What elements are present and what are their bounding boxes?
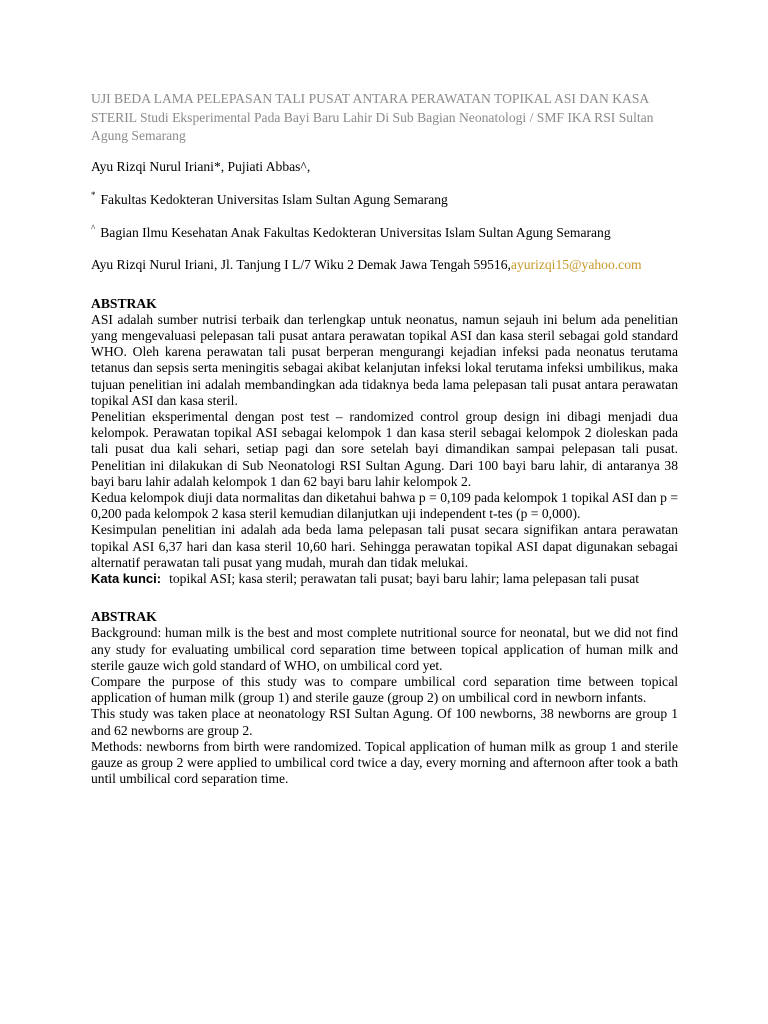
affiliation-text: Bagian Ilmu Kesehatan Anak Fakultas Kedokteran Universitas Islam Sultan Agung Semarang <box>100 224 611 240</box>
abstract-heading: ABSTRAK <box>91 609 157 625</box>
title-main: UJI BEDA LAMA PELEPASAN TALI PUSAT ANTARA PERAWATAN TOPIKAL ASI DAN KASA STERIL <box>91 91 649 125</box>
affiliation-1 <box>91 186 678 209</box>
keywords-text: topikal ASI; kasa steril; perawatan tali pusat; bayi baru lahir; lama pelepasan tali pusat <box>169 570 640 586</box>
abstract-paragraph: Compare the purpose of this study was to compare umbilical cord separation time between topical application of human milk (group 1) and sterile gauze (group 2) on umbilical cord in newborn infants. <box>91 673 678 706</box>
abstract-paragraph: This study was taken place at neonatology RSI Sultan Agung. Of 100 newborns, 38 newborns are group 1 and 62 newborns are group 2. <box>91 706 678 738</box>
address-text: Ayu Rizqi Nurul Iriani, Jl. Tanjung I L/7 Wiku 2 Demak Jawa Tengah 59516, <box>91 256 511 272</box>
affiliation-mark: ^ <box>91 222 96 233</box>
email-link[interactable]: ayurizqi15@yahoo.com <box>510 256 642 272</box>
abstract-heading: ABSTRAK <box>91 295 157 311</box>
author-list: Ayu Rizqi Nurul Iriani*, Pujiati Abbas^, <box>91 158 311 174</box>
affiliation-text: Fakultas Kedokteran Universitas Islam Sultan Agung Semarang <box>100 191 448 207</box>
abstract-paragraph: Background: human milk is the best and most complete nutritional source for neonatal, but we did not find any study for evaluating umbilical cord separation time between topical application of human milk and sterile gauze wich gold standard of WHO, on umbilical cord yet. <box>91 625 678 673</box>
keywords-line <box>91 571 678 587</box>
paper-title <box>91 90 678 146</box>
affiliation-mark: * <box>91 189 96 200</box>
abstract-paragraph: Kedua kelompok diuji data normalitas dan diketahui bahwa p = 0,109 pada kelompok 1 topikal ASI dan p = 0,200 pada kelompok 2 kasa steril kemudian dilanjutkan uji independent t-tes (p = 0,000). <box>91 489 678 522</box>
title-subtitle: Studi Eksperimental Pada Bayi Baru Lahir Di Sub Bagian Neonatologi / SMF IKA RSI Sultan Agung Semarang <box>91 109 654 143</box>
abstract-paragraph: Kesimpulan penelitian ini adalah ada beda lama pelepasan tali pusat secara signifikan antara perawatan topikal ASI 6,37 hari dan kasa steril 10,60 hari. Sehingga perawatan topikal ASI dapat digunakan sebagai alternatif perawatan tali pusat yang mudah, murah dan tidak melukai. <box>91 522 678 570</box>
correspondence-address <box>91 250 678 279</box>
abstract-paragraph: Methods: newborns from birth were randomized. Topical application of human milk as group 1 and sterile gauze as group 2 were applied to umbilical cord twice a day, every morning and afternoon after took a bath until umbilical cord separation time. <box>91 738 678 787</box>
abstract-english <box>91 609 678 787</box>
abstract-indonesian <box>91 296 678 588</box>
abstract-paragraph: ASI adalah sumber nutrisi terbaik dan terlengkap untuk neonatus, namun sejauh ini belum ada penelitian yang mengevaluasi pelepasan tali pusat antara perawatan topikal ASI dan kasa steril sebagai gold standard WHO. Oleh karena perawatan tali pusat berperan mengurangi kejadian infeksi pada neonatus terutama tetanus dan sepsis serta meningitis sebagai akibat kelanjutan infeksi lokal terutama infeksi umbilikus, maka tujuan penelitian ini adalah membandingkan ada tidaknya beda lama pelepasan tali pusat antara perawatan topikal ASI dan kasa steril. <box>91 311 678 408</box>
abstract-paragraph: Penelitian eksperimental dengan post test – randomized control group design ini dibagi menjadi dua kelompok. Perawatan topikal ASI sebagai kelompok 1 dan kasa steril sebagai kelompok 2 dioleskan pada tali pusat dua kali sehari, setiap pagi dan sore setelah bayi dimandikan sampai pelepasan tali pusat. Penelitian ini dilakukan di Sub Neonatologi RSI Sultan Agung. Dari 100 bayi baru lahir, di antaranya 38 bayi baru lahir adalah kelompok 1 dan 62 bayi baru lahir kelompok 2. <box>91 408 678 489</box>
document-page <box>91 90 678 787</box>
keywords-label: Kata kunci: <box>91 570 162 586</box>
affiliation-2 <box>91 219 678 242</box>
